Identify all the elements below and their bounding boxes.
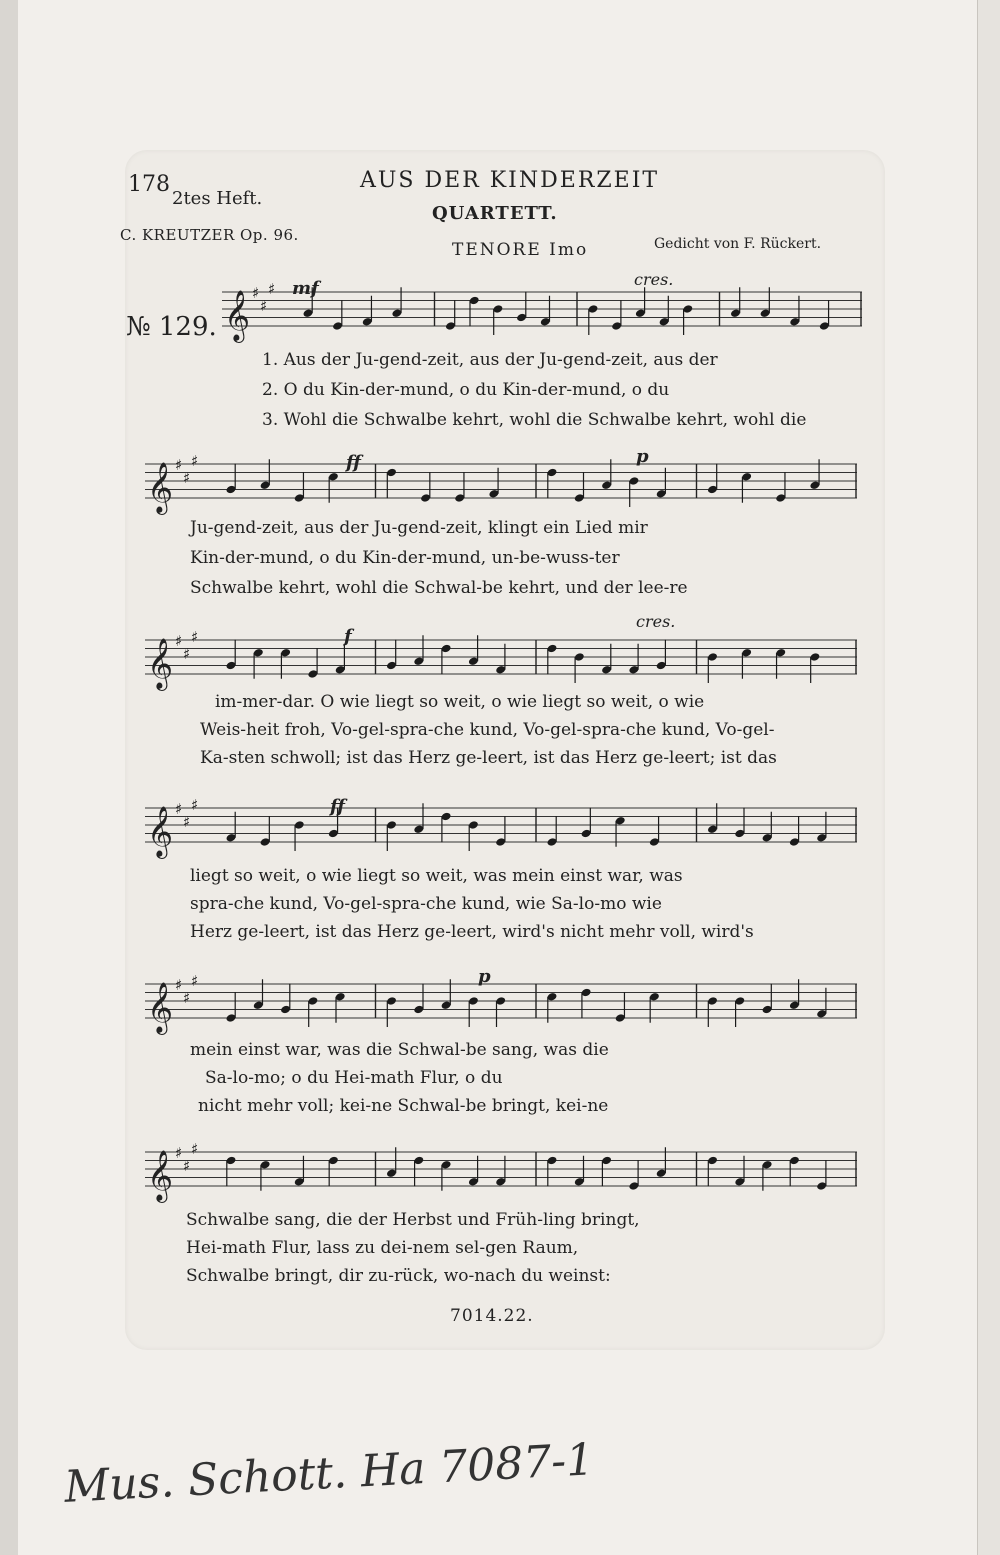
dynamic-ff: ff xyxy=(346,452,361,473)
lyric-line: Kin-der-mund, o du Kin-der-mund, un-be-wuss-ter xyxy=(190,548,620,568)
lyric-line: Sa-lo-mo; o du Hei-math Flur, o du xyxy=(205,1068,503,1088)
lyric-line: Schwalbe kehrt, wohl die Schwal-be kehrt, und der lee-re xyxy=(190,578,688,598)
treble-clef-icon: 𝄞 xyxy=(224,290,251,341)
poet-credit: Gedicht von F. Rückert. xyxy=(654,236,822,252)
lyric-line: Herz ge-leert, ist das Herz ge-leert, wird's nicht mehr voll, wird's xyxy=(190,922,754,942)
composer: C. KREUTZER Op. 96. xyxy=(120,226,299,244)
lyric-line: Schwalbe bringt, dir zu-rück, wo-nach du weinst: xyxy=(186,1266,611,1286)
dynamic-p: p xyxy=(636,446,649,467)
plate-number: 7014.22. xyxy=(450,1306,534,1326)
staff-system-6 xyxy=(145,1139,857,1201)
lyric-line: Ju-gend-zeit, aus der Ju-gend-zeit, klingt ein Lied mir xyxy=(190,518,648,538)
sharp-icon: ♯ xyxy=(252,284,260,302)
sharp-icon: ♯ xyxy=(175,1144,183,1162)
staff-system-3 xyxy=(145,627,857,689)
lyric-line: 1. Aus der Ju-gend-zeit, aus der Ju-gend-zeit, aus der xyxy=(262,350,718,370)
sharp-icon: ♯ xyxy=(268,279,276,298)
sharp-icon: ♯ xyxy=(183,812,191,831)
sharp-icon: ♯ xyxy=(175,632,183,650)
lyric-line: Schwalbe sang, die der Herbst und Früh-ling bringt, xyxy=(186,1210,640,1230)
staff-system-4 xyxy=(145,795,857,857)
sharp-icon: ♯ xyxy=(183,1156,191,1175)
lyric-line: Ka-sten schwoll; ist das Herz ge-leert, ist das Herz ge-leert; ist das xyxy=(200,748,777,768)
sharp-icon: ♯ xyxy=(191,1139,199,1158)
sharp-icon: ♯ xyxy=(191,971,199,990)
sharp-icon: ♯ xyxy=(191,795,199,814)
dynamic-f: f xyxy=(344,626,352,647)
sharp-icon: ♯ xyxy=(175,456,183,474)
lyric-line: liegt so weit, o wie liegt so weit, was mein einst war, was xyxy=(190,866,683,886)
subtitle: QUARTETT. xyxy=(432,203,558,224)
treble-clef-icon: 𝄞 xyxy=(147,806,174,857)
shelfmark-handwritten: Mus. Schott. Ha 7087-1 xyxy=(63,1434,596,1513)
voice-part: TENORE Imo xyxy=(452,240,589,260)
sharp-icon: ♯ xyxy=(183,988,191,1007)
dynamic-cres: cres. xyxy=(636,612,676,631)
treble-clef-icon: 𝄞 xyxy=(147,982,174,1033)
lyric-line: 2. O du Kin-der-mund, o du Kin-der-mund, o du xyxy=(262,380,670,400)
page-title: AUS DER KINDERZEIT xyxy=(360,168,660,193)
dynamic-p: p xyxy=(478,966,491,987)
lyric-line: mein einst war, was die Schwal-be sang, was die xyxy=(190,1040,609,1060)
treble-clef-icon: 𝄞 xyxy=(147,1150,174,1201)
dynamic-ff: ff xyxy=(330,796,345,817)
treble-clef-icon: 𝄞 xyxy=(147,462,174,513)
sharp-icon: ♯ xyxy=(183,468,191,487)
dynamic-mf: mf xyxy=(292,278,319,299)
sharp-icon: ♯ xyxy=(175,976,183,994)
sharp-icon: ♯ xyxy=(191,451,199,470)
staff-system-5 xyxy=(145,971,857,1033)
sharp-icon: ♯ xyxy=(191,627,199,646)
lyric-line: 3. Wohl die Schwalbe kehrt, wohl die Schwalbe kehrt, wohl die xyxy=(262,410,807,430)
treble-clef-icon: 𝄞 xyxy=(147,638,174,689)
adjacent-page-edge xyxy=(977,0,1000,1555)
piece-number: № 129. xyxy=(126,312,217,342)
lyric-line: Hei-math Flur, lass zu dei-nem sel-gen Raum, xyxy=(186,1238,579,1258)
heft-label: 2tes Heft. xyxy=(172,188,263,209)
lyric-line: im-mer-dar. O wie liegt so weit, o wie liegt so weit, o wie xyxy=(215,692,705,712)
page-number: 178 xyxy=(128,172,170,197)
lyric-line: nicht mehr voll; kei-ne Schwal-be bringt, kei-ne xyxy=(198,1096,609,1116)
sharp-icon: ♯ xyxy=(175,800,183,818)
lyric-line: Weis-heit froh, Vo-gel-spra-che kund, Vo-gel-spra-che kund, Vo-gel- xyxy=(200,720,775,740)
sharp-icon: ♯ xyxy=(183,644,191,663)
sharp-icon: ♯ xyxy=(260,296,268,315)
lyric-line: spra-che kund, Vo-gel-spra-che kund, wie Sa-lo-mo wie xyxy=(190,894,662,914)
staff-system-2 xyxy=(145,451,857,513)
dynamic-cres: cres. xyxy=(634,270,674,289)
